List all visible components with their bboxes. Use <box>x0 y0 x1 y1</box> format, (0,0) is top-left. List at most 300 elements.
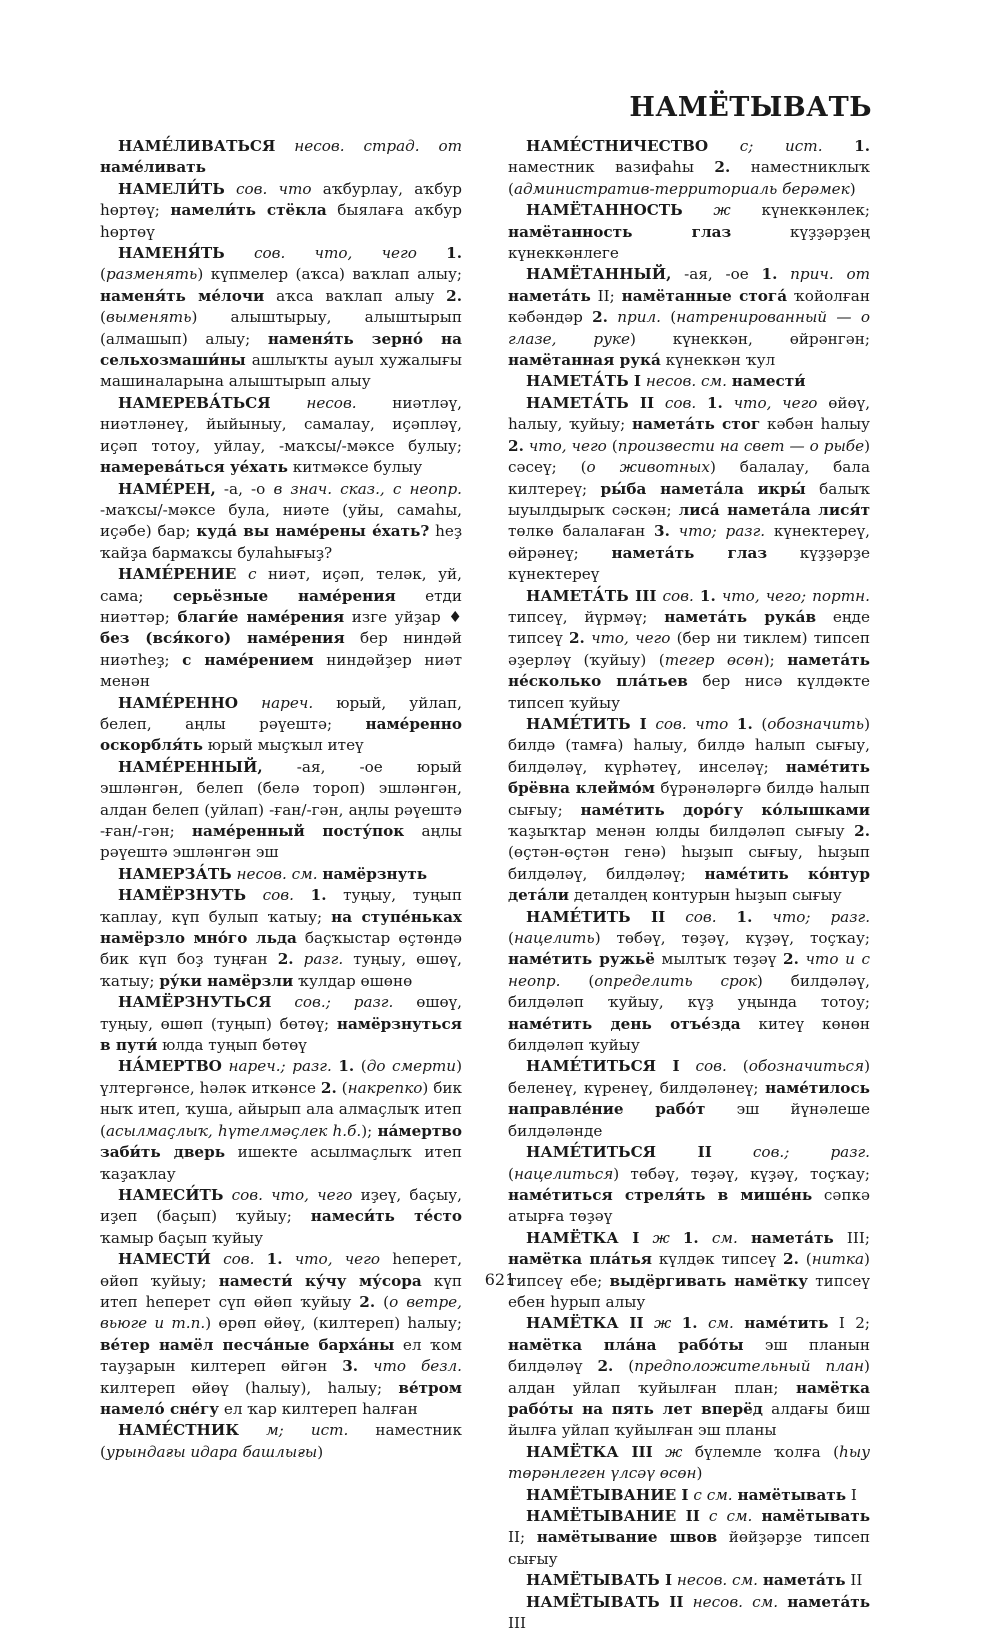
translation-text: туңыу, туңып ҡаплау, күп булып ҡатыу; <box>100 886 463 926</box>
italic-label: сов. что <box>235 179 312 198</box>
translation-text: йөйҙәрҙе типсеп сығыу <box>508 1528 870 1568</box>
bold-text: 2. <box>320 1078 337 1097</box>
translation-text <box>823 137 855 155</box>
translation-text: ( <box>752 714 768 733</box>
bold-text: наме́тить доро́гу ко́лышками <box>580 800 870 819</box>
dictionary-entry <box>100 479 462 565</box>
bold-text: 2. <box>597 1357 614 1376</box>
bold-text: 2. <box>783 1250 799 1269</box>
bold-text: куда́ вы наме́рены е́хать? <box>196 522 430 541</box>
translation-text: II; <box>508 1528 537 1547</box>
bold-text: 1. <box>699 586 716 605</box>
translation-text: төлкө балалаған <box>508 522 655 541</box>
italic-label: нитка <box>811 1250 865 1269</box>
translation-text <box>271 394 307 412</box>
translation-text <box>275 137 294 155</box>
italic-label: прил. <box>617 308 662 327</box>
bold-text: 1. <box>338 1057 355 1076</box>
translation-text <box>717 908 737 926</box>
italic-label: о ветре, вьюге и т.п. <box>100 1292 462 1333</box>
italic-label: ж <box>652 1228 670 1247</box>
headword: НАМЕТА́ТЬ I <box>526 372 642 391</box>
translation-text <box>225 180 236 198</box>
bold-text: ве́тром намело́ сне́гу <box>100 1378 462 1418</box>
headword: НАМЁРЗНУТЬСЯ <box>118 993 272 1012</box>
translation-text <box>684 1593 693 1611</box>
bold-text: намета́ть <box>787 1592 871 1611</box>
translation-text: изге уйҙар ♦ <box>344 607 462 626</box>
headword: НАМЁРЗНУТЬ <box>118 886 246 905</box>
bold-text: 2. <box>854 822 870 840</box>
translation-text: ( <box>508 929 514 948</box>
translation-text: бер ниндәй ниәтһеҙ; <box>100 629 462 669</box>
translation-text: -маҡсы/-мәксе була, ниәте (уйы, самаһы, иҫәбе) бар; <box>100 500 462 541</box>
bold-text: 1. <box>266 1250 283 1269</box>
dictionary-entry <box>508 1442 870 1485</box>
headword: НАМЕ́РЕНИЕ <box>118 565 237 584</box>
italic-label: нареч. <box>261 693 314 712</box>
translation-text: ) билдәләү, билдәләп ҡуйыу, күҙ уңында тотоу; <box>508 971 870 1012</box>
translation-text: ( <box>375 1292 390 1311</box>
italic-label: разг. <box>303 950 344 969</box>
bold-text: 1. <box>761 265 778 284</box>
bold-text: намести́ <box>731 372 806 391</box>
italic-label: ж <box>665 1442 683 1461</box>
bold-text: намётка рабо́ты на пять лет вперёд <box>508 1378 870 1418</box>
italic-label: что, чего <box>528 436 607 455</box>
translation-text: ) үлтергәнсе, һәләк иткәнсе <box>100 1057 462 1097</box>
dictionary-entry <box>100 564 462 692</box>
italic-label: несов. см. <box>645 372 727 391</box>
translation-text: күнектереү, өйрәнеү; <box>508 522 871 562</box>
bold-text: 2. <box>714 158 731 177</box>
dictionary-entry <box>508 136 870 200</box>
translation-text: күнеккәнлек; <box>730 201 870 220</box>
translation-text: эш йүнәлеше билдәләнде <box>508 1100 871 1140</box>
italic-label: сов. <box>662 586 694 605</box>
headword: НАМЕ́ТИТЬСЯ I <box>526 1057 680 1076</box>
translation-text: китмәксе булыу <box>287 458 423 477</box>
italic-label: натренированный — о глазе, руке <box>508 308 870 348</box>
translation-text <box>699 1229 712 1247</box>
page-number: 621 <box>484 1270 516 1289</box>
headword: НАМЕ́СТНИК <box>118 1421 240 1440</box>
translation-text: -ая, -ое <box>671 265 762 284</box>
translation-text: ) төбәү, төҙәү, күҙәү, тоҫҡау; <box>613 1164 870 1183</box>
translation-text: туңыу, өшөү, ҡатыу; <box>100 950 462 990</box>
headword: НАМЕ́РЕН, <box>118 479 216 498</box>
translation-text: бер нисә күлдәкте типсеп ҡуйыу <box>508 672 870 712</box>
translation-text <box>670 1229 683 1247</box>
italic-label: выменять <box>105 308 192 327</box>
translation-text: аңлы рәүештә эшләнгән эш <box>100 822 462 862</box>
translation-text: бүрәнәләргә билдә һалып сығыу; <box>508 779 871 819</box>
dictionary-entry <box>100 757 462 864</box>
italic-label: что, чего <box>294 1250 380 1269</box>
bold-text: намётывание швов <box>536 1528 718 1547</box>
italic-label: һыу төрәнлеген үлсәү өсөн <box>508 1442 871 1483</box>
headword: НАМЕЛИ́ТЬ <box>118 179 225 198</box>
dictionary-entry <box>508 586 870 714</box>
translation-text: күп итеп һеперет сүп өйөп ҡуйыу <box>100 1271 462 1311</box>
dictionary-entry <box>100 1056 462 1184</box>
headword: НАМЁТЫВАНИЕ I <box>526 1485 689 1504</box>
translation-text <box>358 1357 373 1375</box>
translation-text: ниндәйҙер ниәт менән <box>100 650 463 691</box>
translation-text: ) <box>317 1442 324 1461</box>
translation-text: бүлемле ҡолға ( <box>682 1442 840 1461</box>
italic-label: разменять <box>105 265 198 284</box>
translation-text <box>639 1229 652 1247</box>
headword: НАМЕТА́ТЬ II <box>526 393 655 412</box>
bold-text: намётанная рука́ <box>508 351 661 370</box>
dictionary-entry <box>508 200 870 264</box>
bold-text: намета́ть <box>508 286 591 305</box>
italic-label: сов. что, чего <box>231 1185 353 1204</box>
headword: НАМЕ́ТИТЬ II <box>526 907 666 926</box>
italic-label: нацелиться <box>513 1164 614 1183</box>
italic-label: несов. <box>306 393 357 412</box>
translation-text: -ая, -ое юрый эшләнгән, белеп (белә тороп) эшләнгән, алдан белеп (уйлап) -ған/-гән, аңлы рәүештә -ған/-гән; <box>100 757 462 840</box>
translation-text <box>211 1250 223 1268</box>
italic-label: асылмаҫлыҡ, һүтелмәҫлек һ.б. <box>105 1121 362 1140</box>
bold-text: 2. <box>277 950 294 969</box>
translation-text: наместник вазифаһы <box>508 158 715 177</box>
translation-text <box>723 394 734 412</box>
dictionary-entry <box>100 179 462 243</box>
bold-text: выдёргивать намётку <box>609 1271 808 1290</box>
bold-text: 2. <box>446 286 463 305</box>
translation-text: ) балалау, бала килтереү; <box>508 458 870 498</box>
translation-text: сәпкә атырға төҙәү <box>508 1185 870 1226</box>
translation-text: ( <box>661 308 677 327</box>
dictionary-entry <box>100 1185 462 1249</box>
bold-text: с наме́рением <box>182 650 314 669</box>
italic-label: см. <box>707 1314 734 1333</box>
italic-label: урындағы идара башлығы <box>105 1442 318 1461</box>
bold-text: наме́тить <box>744 1314 829 1333</box>
translation-text: ( <box>798 1250 812 1269</box>
translation-text: баҫҡыстар өҫтөндә бик күп боҙ туңған <box>100 929 462 969</box>
translation-text: ( <box>354 1057 367 1076</box>
italic-label: с <box>247 565 257 584</box>
translation-text <box>294 886 311 904</box>
bold-text: наме́ренный посту́пок <box>191 822 405 840</box>
headword: НАМЕ́ТИТЬСЯ II <box>526 1143 712 1162</box>
italic-label: несов. см. <box>236 864 318 883</box>
dictionary-entry <box>100 693 462 757</box>
translation-text: ) өрөп өйөү, (килтереп) һалыу; <box>205 1314 462 1333</box>
italic-label: сов. <box>262 886 294 905</box>
italic-label: что, чего <box>591 629 671 648</box>
translation-text <box>271 993 294 1011</box>
bold-text: на ступе́ньках намёрзло мно́го льда <box>100 907 462 948</box>
translation-text: ( <box>100 308 106 327</box>
bold-text: намётанные стога́ <box>621 286 788 305</box>
bold-text: намеси́ть те́сто <box>310 1207 462 1226</box>
translation-text <box>653 1443 665 1461</box>
italic-label: о животных <box>586 458 710 477</box>
translation-text <box>294 950 304 968</box>
right-column <box>508 136 870 1634</box>
dictionary-entry <box>100 864 462 885</box>
headword: НАМЕРЗА́ТЬ <box>118 864 232 883</box>
italic-label: нареч.; разг. <box>228 1057 332 1076</box>
translation-text: ) сәсеү; ( <box>508 436 871 477</box>
translation-text: ашлыҡты ауыл хужалығы машиналарына алыштырып алыу <box>100 351 462 391</box>
translation-text: ) төбәү, төҙәү, күҙәү, тоҫҡау; <box>594 929 870 948</box>
italic-label: с см. <box>693 1485 733 1504</box>
translation-text <box>670 522 679 540</box>
translation-text <box>700 1507 709 1525</box>
italic-label: несов. см. <box>676 1571 758 1590</box>
translation-text: ) беленеү, күренеү, билдәләнеү; <box>508 1057 871 1097</box>
bold-text: намёрзнуть <box>322 864 428 883</box>
bold-text: 3. <box>654 522 670 541</box>
italic-label: в знач. сказ., с неопр. <box>273 479 462 498</box>
translation-text: ( <box>726 1057 749 1076</box>
bold-text: намета́ть рука́в <box>664 607 817 626</box>
translation-text <box>239 1421 266 1439</box>
headword: НАМЕ́ТИТЬ I <box>526 714 647 733</box>
italic-label: что, чего; портн. <box>721 586 871 605</box>
translation-text: ( <box>606 436 618 455</box>
headword: НАМЁТЫВАНИЕ II <box>526 1507 700 1525</box>
italic-label: административ-территориаль берәмек <box>513 179 850 198</box>
italic-label: что безл. <box>373 1357 462 1376</box>
headword: НАМЁТКА III <box>526 1442 653 1461</box>
translation-text: -а, -о <box>215 479 274 498</box>
translation-text: III <box>508 1614 526 1633</box>
bold-text: намести́ ку́чу му́сора <box>218 1271 422 1290</box>
dictionary-entry <box>508 371 870 392</box>
translation-text: ); <box>361 1121 378 1140</box>
bold-text: намели́ть стёкла <box>170 201 327 220</box>
translation-text <box>778 1593 787 1611</box>
italic-label: сов. <box>664 393 697 412</box>
headword: НАМЁТАННЫЙ, <box>526 265 672 284</box>
translation-text: II <box>845 1571 863 1590</box>
bold-text: 1. <box>682 1228 699 1247</box>
bold-text: 1. <box>854 137 871 155</box>
dictionary-entry <box>100 393 462 479</box>
translation-text: деталдең контурын һыҙып сығыу <box>569 886 842 905</box>
italic-label: см. <box>711 1228 738 1247</box>
italic-label: обозначиться <box>748 1057 865 1076</box>
bold-text: 2. <box>568 629 585 648</box>
translation-text <box>254 1250 266 1268</box>
dictionary-entry <box>508 1506 870 1570</box>
translation-text <box>238 694 261 712</box>
headword: НАМЁТЫВАТЬ II <box>526 1592 684 1611</box>
italic-label: предположительный план <box>634 1357 865 1376</box>
left-column <box>100 136 462 1463</box>
italic-label: тегер өсөн <box>664 650 764 669</box>
translation-text: ) күнеккән, өйрәнгән; <box>629 329 870 348</box>
bold-text: на́мертво заби́ть дверь <box>100 1121 462 1162</box>
translation-text: килтереп өйөү (һалыу), һалыу; <box>100 1378 399 1397</box>
translation-text: күҙҙәрҙең күнеккәнлеге <box>508 222 870 263</box>
translation-text: юрый, уйлап, белеп, аңлы рәүештә; <box>100 693 462 733</box>
italic-label: с; ист. <box>739 137 823 155</box>
bold-text: 2. <box>783 950 799 969</box>
translation-text <box>246 886 263 904</box>
translation-text: юрый мыҫҡыл итеү <box>202 736 364 755</box>
translation-text: ) бик ныҡ итеп, ҡуша, айырып ала алмаҫлыҡ итеп ( <box>100 1078 462 1140</box>
translation-text: ел ҡом тауҙарын килтереп өйгән <box>100 1335 462 1376</box>
italic-label: до смерти <box>366 1057 457 1076</box>
italic-label: несов. страд. от <box>294 137 462 155</box>
bold-text: 2. <box>508 436 524 455</box>
italic-label: сов. <box>223 1250 255 1269</box>
translation-text <box>223 1186 231 1204</box>
translation-text <box>728 715 737 733</box>
translation-text <box>777 265 790 283</box>
italic-label: сов. что, чего <box>253 244 417 263</box>
translation-text: һеҙ ҡайҙа бармаҡсы булаһығыҙ? <box>100 522 462 562</box>
translation-text: ( <box>613 1357 635 1376</box>
bold-text: намета́ть <box>750 1228 834 1247</box>
translation-text <box>671 1314 681 1332</box>
dictionary-entry <box>508 1485 870 1506</box>
italic-label: сов. <box>685 907 717 926</box>
italic-label: сов.; разг. <box>752 1143 871 1162</box>
bold-text: 1. <box>736 907 753 926</box>
bold-text: 2. <box>592 308 608 327</box>
translation-text: ( <box>336 1078 348 1097</box>
translation-text: өйөү, һалыу, ҡуйыу; <box>508 393 871 434</box>
bold-text: намета́ть не́сколько пла́тьев <box>508 650 870 691</box>
bold-text: 3. <box>342 1357 359 1376</box>
translation-text: (бер ни тиклем) типсеп әҙерләү (ҡуйыу) ( <box>508 629 870 669</box>
italic-label: сов.; разг. <box>294 993 394 1012</box>
bold-text: благи́е наме́рения <box>177 607 345 626</box>
bold-text: наме́тить ружьё <box>508 950 655 969</box>
headword: НАМЕСТИ́ <box>118 1250 211 1269</box>
dictionary-entry <box>508 264 870 371</box>
bold-text: намётка пла́на рабо́ты <box>508 1335 744 1354</box>
bold-text: ры́ба намета́ла икры́ <box>600 479 806 498</box>
translation-text <box>282 1250 294 1268</box>
bold-text: 2. <box>359 1292 376 1311</box>
bold-text: намёрзнуться в пути́ <box>100 1014 462 1055</box>
translation-text <box>734 1314 744 1332</box>
translation-text: II; <box>590 286 622 305</box>
translation-text: ) алдан уйлап ҡуйылған план; <box>508 1357 870 1397</box>
headword: НАМЕ́РЕННО <box>118 693 239 712</box>
translation-text: I <box>846 1485 857 1504</box>
italic-label: ж <box>713 201 731 220</box>
translation-text: ниәт, иҫәп, теләк, уй, сама; <box>100 565 463 605</box>
translation-text: китеү көнөн билдәләп ҡуйыу <box>508 1014 871 1055</box>
bold-text: намерева́ться уе́хать <box>100 458 288 477</box>
headword: НАМЕРЕВА́ТЬСЯ <box>118 393 271 412</box>
translation-text: еңде типсеү <box>508 607 870 648</box>
dictionary-entry <box>508 393 870 586</box>
translation-text: ҡойолған кәбәндәр <box>508 286 870 327</box>
translation-text: I 2; <box>828 1314 871 1333</box>
translation-text: ) билдә (тамға) һалыу, билдә һалып сығыу, билдәләү, күрһәтеү, инселәү; <box>508 714 871 776</box>
bold-text: 1. <box>706 393 723 412</box>
translation-text: ( <box>560 971 595 990</box>
translation-text: типсеү, йүрмәү; <box>508 607 665 626</box>
bold-text: намета́ть стог <box>632 415 761 434</box>
headword: НАМЕ́РЕННЫЙ, <box>118 757 263 776</box>
italic-label: что и с неопр. <box>508 950 871 990</box>
translation-text: аҡбурлау, аҡбур һөртөү; <box>100 179 462 220</box>
translation-text: ) алыштырыу, алыштырып (алмашып) алыу; <box>100 308 462 348</box>
translation-text: ҡулдар өшөнө <box>293 971 413 990</box>
bold-text: 1. <box>681 1314 698 1333</box>
headword: НАМЁТКА II <box>526 1314 644 1333</box>
translation-text <box>644 1314 654 1332</box>
translation-text <box>683 201 714 219</box>
dictionary-entry <box>508 1592 870 1634</box>
bold-text: лиса́ намета́ла лися́т <box>678 500 870 519</box>
translation-text <box>738 1229 751 1247</box>
bold-text: намётывать <box>737 1485 847 1504</box>
translation-text <box>417 244 446 262</box>
dictionary-entry <box>508 1056 870 1142</box>
translation-text: ишекте асылмаҫлыҡ итеп ҡаҙаҡлау <box>100 1143 462 1183</box>
italic-label: что, чего <box>733 393 818 412</box>
dictionary-entry <box>100 992 462 1056</box>
italic-label: несов. см. <box>692 1592 779 1611</box>
translation-text <box>608 308 617 326</box>
translation-text: ) <box>849 179 856 198</box>
bold-text: 1. <box>446 244 462 263</box>
translation-text <box>696 394 707 412</box>
bold-text: намётывать <box>761 1507 870 1525</box>
translation-text <box>680 1057 696 1075</box>
italic-label: что; разг. <box>678 522 766 541</box>
bold-text: намётка пла́тья <box>508 1250 653 1269</box>
translation-text: типсеү ебен һурып алыу <box>508 1271 870 1311</box>
translation-text: һеперет, өйөп ҡуйыу; <box>100 1250 463 1290</box>
dictionary-entry <box>508 1142 870 1228</box>
translation-text <box>665 908 685 926</box>
bold-text: намета́ть глаз <box>611 543 768 562</box>
translation-text: аҡса ваҡлап алыу <box>264 286 447 305</box>
translation-text: ҡаҙыҡтар менән юлды билдәләп сығыу <box>508 822 855 840</box>
italic-label: сов. что <box>655 714 729 733</box>
headword: НАМЕСИ́ТЬ <box>118 1185 224 1204</box>
translation-text: ҡамыр баҫып ҡуйыу <box>100 1228 264 1247</box>
italic-label: с см. <box>708 1507 753 1525</box>
bold-text: наме́ренно оскорбля́ть <box>100 714 462 755</box>
translation-text: мылтыҡ төҙәү <box>654 950 783 969</box>
translation-text <box>712 1143 753 1161</box>
bold-text: наме́ливать <box>100 158 206 177</box>
translation-text <box>752 1507 761 1525</box>
italic-label: обозначить <box>767 714 865 733</box>
dictionary-entry <box>100 136 462 179</box>
translation-text: күҙҙәрҙе күнектереү <box>508 543 870 584</box>
bold-text: наме́тить ко́нтур дета́ли <box>508 864 870 905</box>
translation-text: ел ҡар килтереп һалған <box>219 1399 418 1418</box>
translation-text: ); <box>763 650 788 669</box>
dictionary-entry <box>508 1313 870 1441</box>
italic-label: определить срок <box>594 971 757 990</box>
bold-text: ру́ки намёрзли <box>159 971 294 990</box>
translation-text: ( <box>508 1164 514 1183</box>
translation-text: ) күпмелер (аҡса) ваҡлап алыу; <box>197 265 462 284</box>
bold-text: наме́тить день отъе́зда <box>508 1014 741 1033</box>
translation-text <box>698 1314 708 1332</box>
translation-text: ) <box>696 1464 703 1483</box>
translation-text: наместниклыҡ ( <box>508 158 870 198</box>
translation-text: ( <box>100 265 106 284</box>
